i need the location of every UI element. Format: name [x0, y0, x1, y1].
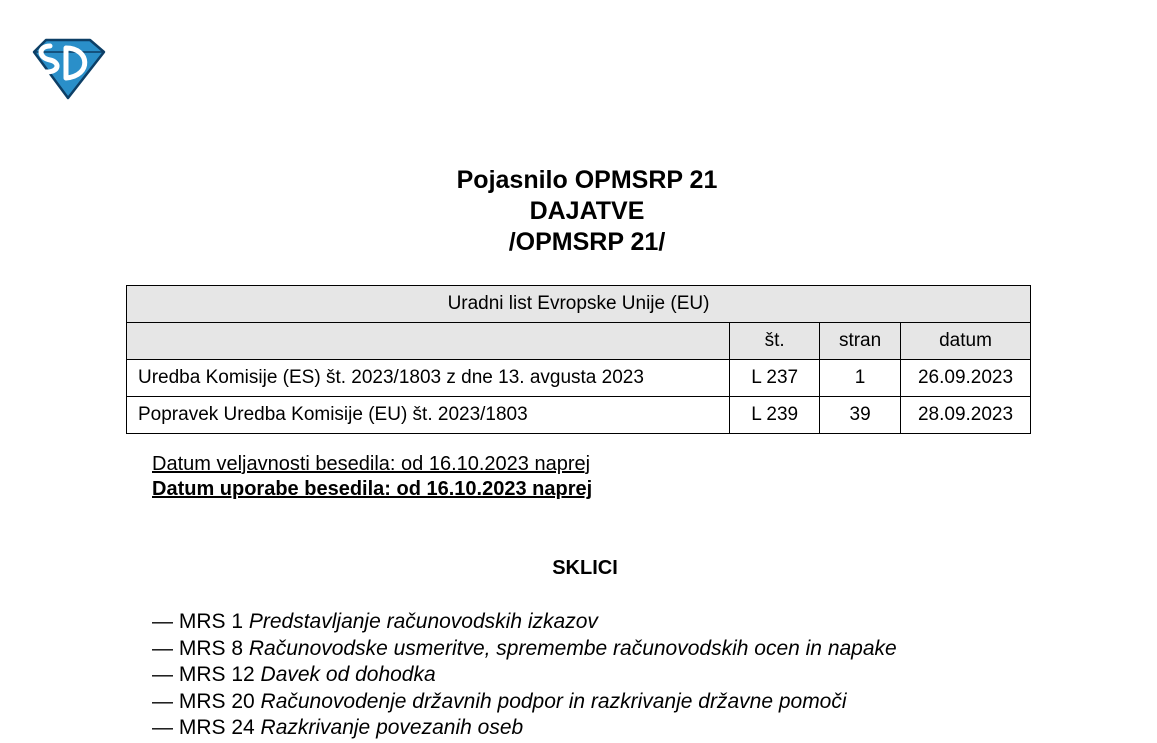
regulation-date: 26.09.2023 — [901, 360, 1031, 397]
list-item — [152, 715, 897, 742]
reference-code: — MRS 20 — [152, 689, 261, 713]
references-list — [152, 609, 897, 742]
table-row — [127, 397, 1031, 434]
official-journal-table — [126, 285, 1031, 434]
title-line-2: DAJATVE — [529, 197, 645, 225]
title-line-3: /OPMSRP 21/ — [508, 228, 666, 256]
reference-title: Računovodske usmeritve, spremembe računovodskih ocen in napake — [248, 636, 897, 660]
reference-title: Razkrivanje povezanih oseb — [260, 716, 524, 739]
reference-code: — MRS 24 — [152, 716, 261, 739]
title-line-1: Pojasnilo OPMSRP 21 — [456, 166, 718, 194]
application-date: Datum uporabe besedila: od 16.10.2023 naprej — [152, 478, 593, 500]
list-item — [152, 609, 897, 636]
regulation-name: Popravek Uredba Komisije (EU) št. 2023/1803 — [127, 397, 730, 434]
regulation-name: Uredba Komisije (ES) št. 2023/1803 z dne 13. avgusta 2023 — [127, 360, 730, 397]
table-header-datum: datum — [901, 323, 1031, 360]
table-header-empty — [127, 323, 730, 360]
list-item — [152, 689, 897, 716]
table-header-stran: stran — [820, 323, 901, 360]
list-item — [152, 662, 897, 689]
reference-code: — MRS 12 — [152, 663, 261, 686]
reference-title: Davek od dohodka — [260, 663, 436, 686]
regulation-number: L 237 — [730, 360, 820, 397]
reference-code: — MRS 1 — [152, 610, 249, 633]
regulation-page: 1 — [820, 360, 901, 397]
regulation-date: 28.09.2023 — [901, 397, 1031, 434]
table-caption: Uradni list Evropske Unije (EU) — [127, 286, 1031, 323]
references-heading: SKLICI — [552, 557, 618, 579]
document-title — [387, 165, 787, 258]
regulation-page: 39 — [820, 397, 901, 434]
reference-title: Računovodenje državnih podpor in razkrivanje državne pomoči — [260, 689, 847, 713]
list-item — [152, 636, 897, 663]
table-caption-row — [127, 286, 1031, 323]
regulation-number: L 239 — [730, 397, 820, 434]
effective-dates — [152, 452, 592, 502]
table-row — [127, 360, 1031, 397]
table-header-row — [127, 323, 1031, 360]
table-header-st: št. — [730, 323, 820, 360]
reference-title: Predstavljanje računovodskih izkazov — [248, 610, 598, 633]
validity-date: Datum veljavnosti besedila: od 16.10.2023 naprej — [152, 453, 591, 475]
reference-code: — MRS 8 — [152, 636, 249, 660]
logo-icon — [30, 38, 106, 100]
